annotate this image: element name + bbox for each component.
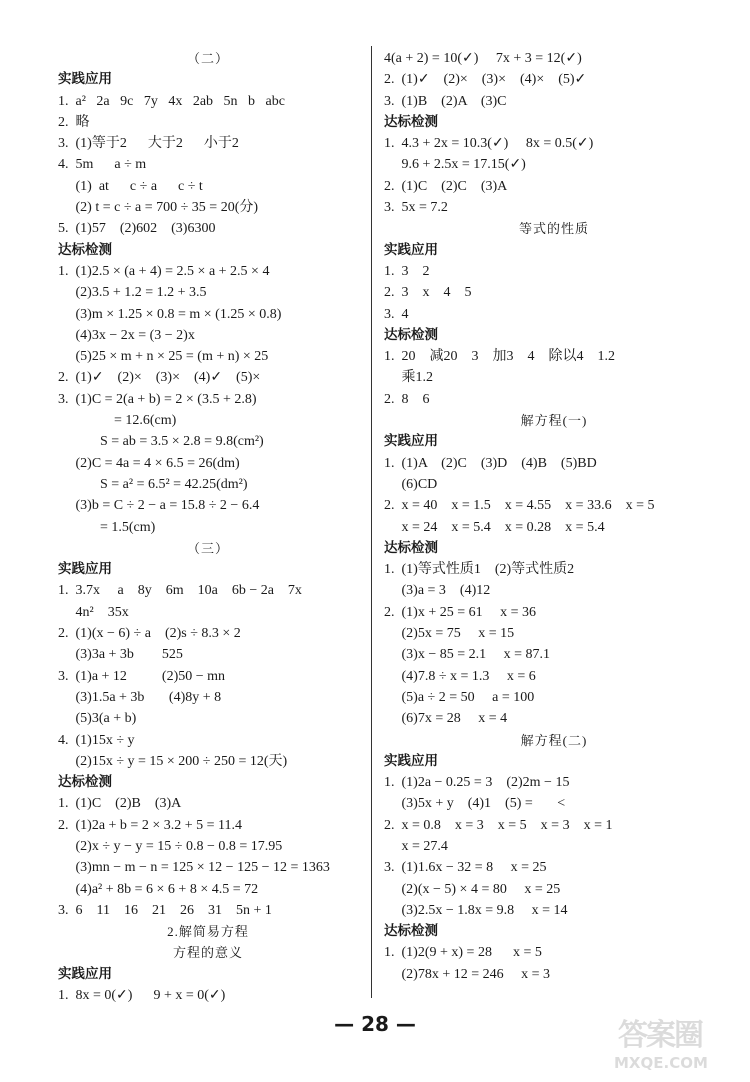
right-answer-column bbox=[384, 48, 724, 985]
answer-line: (2)3.5 + 1.2 = 1.2 + 3.5 bbox=[58, 285, 207, 301]
topic-title: 等式的性质 bbox=[518, 221, 589, 237]
answer-line: (5)a ÷ 2 = 50 a = 100 bbox=[384, 689, 535, 705]
answer-line: 3. 5x = 7.2 bbox=[384, 200, 448, 216]
answer-line: (2) t = c ÷ a = 700 ÷ 35 = 20(分) bbox=[58, 200, 259, 216]
answer-line: (6)CD bbox=[384, 476, 438, 492]
section-heading: 实践应用 bbox=[58, 965, 112, 982]
answer-line: 1. (1)2(9 + x) = 28 x = 5 bbox=[384, 945, 542, 961]
topic-title: 解方程(一) bbox=[520, 413, 588, 429]
answer-line: (1) at c ÷ a c ÷ t bbox=[58, 178, 203, 194]
answer-line: 1. (1)等式性质1 (2)等式性质2 bbox=[384, 562, 575, 578]
answer-line: (3)b = C ÷ 2 − a = 15.8 ÷ 2 − 6.4 bbox=[58, 498, 260, 514]
answer-line: 2. x = 40 x = 1.5 x = 4.55 x = 33.6 x = 5 bbox=[384, 498, 655, 514]
answer-line: = 1.5(cm) bbox=[58, 519, 156, 535]
section-heading: 实践应用 bbox=[58, 561, 112, 578]
answer-line: (3)a = 3 (4)12 bbox=[384, 583, 491, 599]
answer-line: 2. (1)x + 25 = 61 x = 36 bbox=[384, 604, 537, 620]
section-heading: 达标检测 bbox=[58, 241, 112, 258]
section-heading: 实践应用 bbox=[384, 433, 438, 450]
topic-title: （二） bbox=[186, 51, 229, 66]
answer-line: 1. a² 2a 9c 7y 4x 2ab 5n b abc bbox=[58, 93, 285, 109]
answer-line: 3. (1)等于2 大于2 小于2 bbox=[58, 136, 239, 152]
answer-line: (4)a² + 8b = 6 × 6 + 8 × 4.5 = 72 bbox=[58, 881, 259, 897]
answer-line: (5)3(a + b) bbox=[58, 711, 137, 727]
answer-line: (3)1.5a + 3b (4)8y + 8 bbox=[58, 689, 222, 705]
answer-line: 2. x = 0.8 x = 3 x = 5 x = 3 x = 1 bbox=[384, 817, 613, 833]
answer-line: 1. (1)A (2)C (3)D (4)B (5)BD bbox=[384, 455, 597, 471]
answer-line: 3. (1)a + 12 (2)50 − mn bbox=[58, 668, 226, 684]
section-heading: 达标检测 bbox=[384, 326, 438, 343]
answer-line: (6)7x = 28 x = 4 bbox=[384, 711, 508, 727]
answer-line: 4. 5m a ÷ m bbox=[58, 157, 147, 173]
answer-line: 2. 3 x 4 5 bbox=[384, 285, 472, 301]
answer-line: 2. 略 bbox=[58, 114, 90, 130]
answer-line: (3)m × 1.25 × 0.8 = m × (1.25 × 0.8) bbox=[58, 306, 282, 322]
answer-line: 3. (1)C = 2(a + b) = 2 × (3.5 + 2.8) bbox=[58, 391, 257, 407]
page-number: — 28 — bbox=[334, 1012, 416, 1036]
section-heading: 达标检测 bbox=[384, 539, 438, 556]
answer-line: (2)15x ÷ y = 15 × 200 ÷ 250 = 12(天) bbox=[58, 753, 288, 769]
topic-title: （三） bbox=[186, 540, 229, 556]
answer-line: 3. (1)1.6x − 32 = 8 x = 25 bbox=[384, 860, 547, 876]
answer-line: 5. (1)57 (2)602 (3)6300 bbox=[58, 221, 216, 237]
watermark-url: MXQE.COM bbox=[614, 1054, 708, 1072]
answer-line: 2. (1)(x − 6) ÷ a (2)s ÷ 8.3 × 2 bbox=[58, 626, 241, 642]
answer-line: 1. 3.7x a 8y 6m 10a 6b − 2a 7x bbox=[58, 583, 302, 599]
answer-line: 2. 8 6 bbox=[384, 391, 430, 407]
section-heading: 达标检测 bbox=[58, 774, 112, 791]
answer-line: 4. (1)15x ÷ y bbox=[58, 732, 135, 748]
answer-line: 9.6 + 2.5x = 17.15(✓) bbox=[384, 157, 526, 173]
answer-line: 3. (1)B (2)A (3)C bbox=[384, 93, 507, 109]
answer-line: x = 24 x = 5.4 x = 0.28 x = 5.4 bbox=[384, 519, 605, 535]
answer-line: 1. 8x = 0(✓) 9 + x = 0(✓) bbox=[58, 988, 226, 1004]
answer-line: = 12.6(cm) bbox=[58, 413, 177, 429]
answer-line: 4n² 35x bbox=[58, 604, 129, 620]
watermark-logo bbox=[610, 1004, 738, 1074]
answer-line: S = ab = 3.5 × 2.8 = 9.8(cm²) bbox=[58, 434, 264, 450]
answer-line: (2)5x = 75 x = 15 bbox=[384, 626, 515, 642]
answer-line: S = a² = 6.5² = 42.25(dm²) bbox=[58, 476, 248, 492]
left-answer-column bbox=[58, 48, 358, 1006]
answer-line: 3. 6 11 16 21 26 31 5n + 1 bbox=[58, 902, 272, 918]
section-heading: 实践应用 bbox=[384, 752, 438, 769]
section-heading: 实践应用 bbox=[58, 71, 112, 88]
column-divider bbox=[371, 46, 372, 998]
answer-line: (2)(x − 5) × 4 = 80 x = 25 bbox=[384, 881, 561, 897]
answer-line: 2. (1)✓ (2)× (3)× (4)× (5)✓ bbox=[384, 72, 587, 88]
answer-line: 4(a + 2) = 10(✓) 7x + 3 = 12(✓) bbox=[384, 51, 582, 66]
answer-line: (3)2.5x − 1.8x = 9.8 x = 14 bbox=[384, 902, 568, 918]
answer-line: (3)3a + 3b 525 bbox=[58, 647, 183, 663]
section-heading: 达标检测 bbox=[384, 113, 438, 130]
section-heading: 实践应用 bbox=[384, 241, 438, 258]
answer-line: 1. (1)2.5 × (a + 4) = 2.5 × a + 2.5 × 4 bbox=[58, 263, 270, 279]
answer-line: (3)5x + y (4)1 (5) = < bbox=[384, 796, 566, 812]
answer-line: 2. (1)✓ (2)× (3)× (4)✓ (5)× bbox=[58, 370, 261, 386]
topic-title: 解方程(二) bbox=[520, 732, 588, 748]
answer-line: (5)25 × m + n × 25 = (m + n) × 25 bbox=[58, 349, 269, 365]
answer-line: (3)x − 85 = 2.1 x = 87.1 bbox=[384, 647, 551, 663]
answer-line: 1. 3 2 bbox=[384, 263, 430, 279]
answer-line: 1. (1)C (2)B (3)A bbox=[58, 796, 182, 812]
answer-line: 乘1.2 bbox=[384, 370, 433, 386]
section-heading: 达标检测 bbox=[384, 923, 438, 940]
answer-line: 1. 20 减20 3 加3 4 除以4 1.2 bbox=[384, 349, 615, 365]
topic-title: 2.解简易方程 bbox=[167, 924, 249, 940]
answer-line: (2)x ÷ y − y = 15 ÷ 0.8 − 0.8 = 17.95 bbox=[58, 838, 283, 854]
answer-line: (3)mn − m − n = 125 × 12 − 125 − 12 = 1363 bbox=[58, 860, 330, 876]
answer-line: (4)3x − 2x = (3 − 2)x bbox=[58, 327, 195, 343]
answer-line: (2)C = 4a = 4 × 6.5 = 26(dm) bbox=[58, 455, 240, 471]
topic-title: 方程的意义 bbox=[172, 945, 243, 961]
answer-line: x = 27.4 bbox=[384, 838, 448, 854]
watermark-mark: 答案圈 bbox=[618, 1018, 702, 1053]
answer-line: 1. 4.3 + 2x = 10.3(✓) 8x = 0.5(✓) bbox=[384, 136, 594, 152]
answer-line: 1. (1)2a − 0.25 = 3 (2)2m − 15 bbox=[384, 775, 570, 791]
answer-line: (2)78x + 12 = 246 x = 3 bbox=[384, 966, 551, 982]
answer-line: 2. (1)C (2)C (3)A bbox=[384, 178, 508, 194]
answer-line: 2. (1)2a + b = 2 × 3.2 + 5 = 11.4 bbox=[58, 817, 242, 833]
answer-line: (4)7.8 ÷ x = 1.3 x = 6 bbox=[384, 668, 536, 684]
answer-line: 3. 4 bbox=[384, 306, 409, 322]
